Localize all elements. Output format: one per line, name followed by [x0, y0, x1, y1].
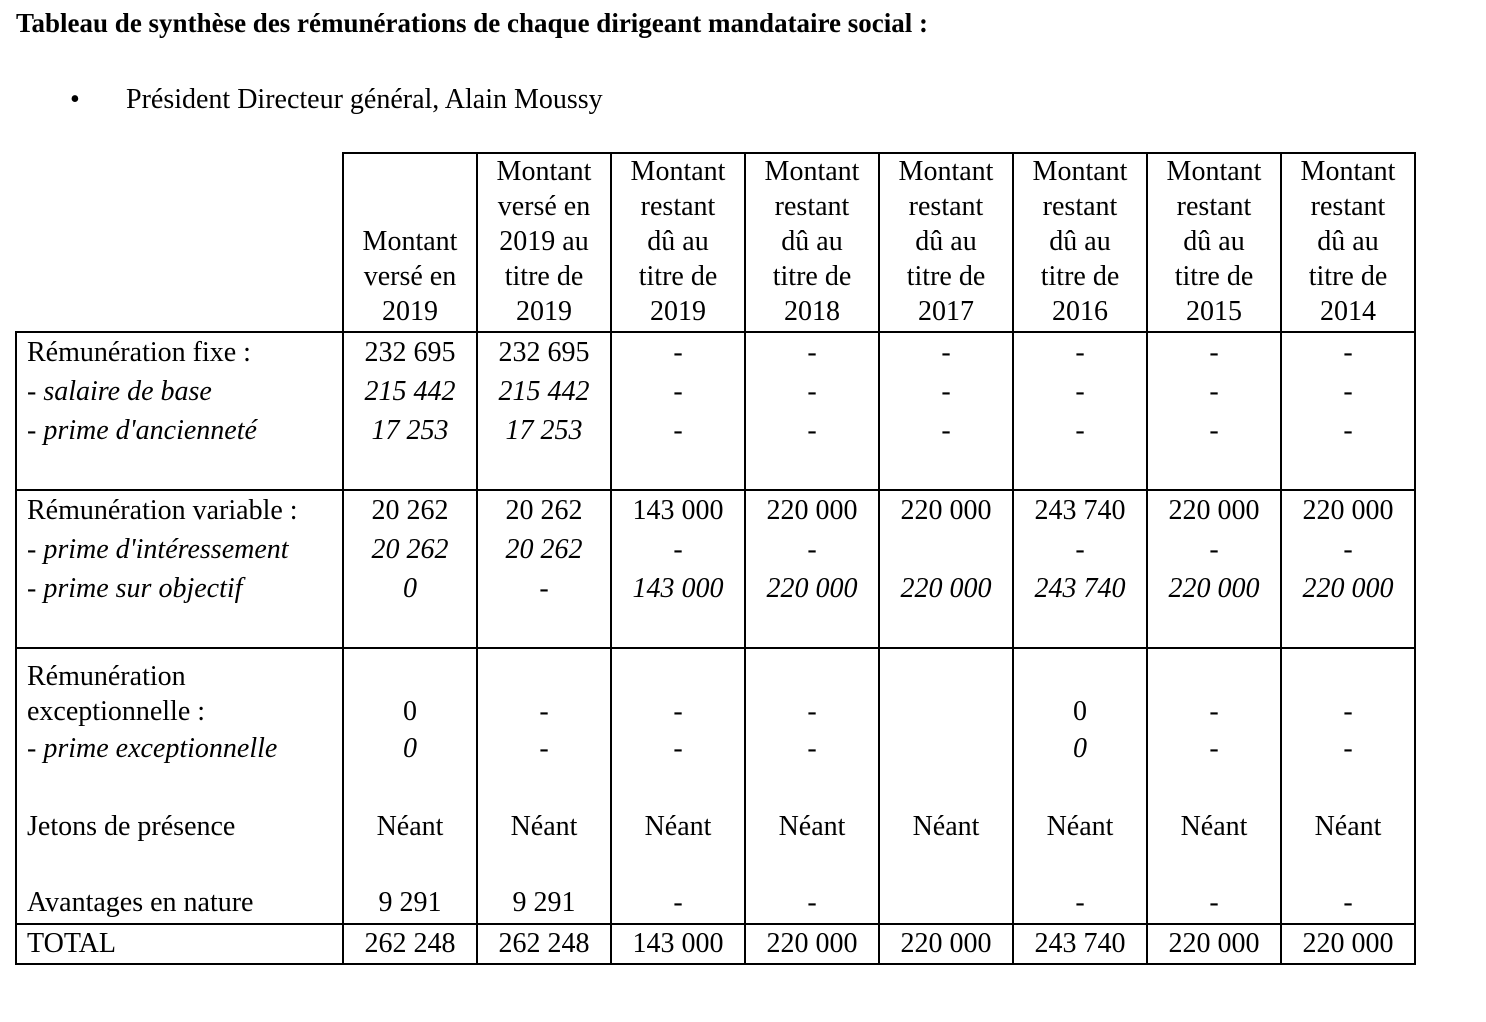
total-value: 220 000: [1147, 924, 1281, 964]
variable-value-cell: 220 000 - 220 000: [745, 490, 879, 648]
variable-value-cell: 220 000 - 220 000: [1281, 490, 1415, 648]
fixe-value-cell: - - -: [879, 332, 1013, 490]
total-value: 220 000: [745, 924, 879, 964]
variable-row: [16, 490, 1415, 648]
remuneration-table: [15, 152, 1416, 965]
header-row: [16, 153, 1415, 332]
header-cell: Montant restant dû au titre de 2016: [1013, 153, 1147, 332]
variable-value-cell: 220 000 - 220 000: [1147, 490, 1281, 648]
fixe-row: [16, 332, 1415, 490]
total-value: 262 248: [343, 924, 477, 964]
exceptionnelle-value-cell: - - Néant -: [1281, 648, 1415, 924]
fixe-label-cell: Rémunération fixe : - salaire de base - prime d'ancienneté: [16, 332, 343, 490]
exceptionnelle-value-cell: - - Néant -: [745, 648, 879, 924]
fixe-value-cell: - - -: [611, 332, 745, 490]
header-cell: Montant restant dû au titre de 2019: [611, 153, 745, 332]
header-blank-cell: [16, 153, 343, 332]
fixe-value-cell: 232 695 215 442 17 253: [343, 332, 477, 490]
total-row: [16, 924, 1415, 964]
exceptionnelle-value-cell: - - Néant -: [1147, 648, 1281, 924]
total-value: 220 000: [1281, 924, 1415, 964]
total-value: 262 248: [477, 924, 611, 964]
header-cell: Montant restant dû au titre de 2017: [879, 153, 1013, 332]
total-value: 220 000: [879, 924, 1013, 964]
header-cell: Montant restant dû au titre de 2018: [745, 153, 879, 332]
exceptionnelle-value-cell: 0 0 Néant -: [1013, 648, 1147, 924]
total-value: 243 740: [1013, 924, 1147, 964]
fixe-value-cell: - - -: [1281, 332, 1415, 490]
total-label: TOTAL: [16, 924, 343, 964]
fixe-value-cell: - - -: [1013, 332, 1147, 490]
fixe-value-cell: - - -: [745, 332, 879, 490]
bullet-icon: •: [70, 84, 80, 115]
exceptionnelle-value-cell: Néant: [879, 648, 1013, 924]
page-title: Tableau de synthèse des rémunérations de chaque dirigeant mandataire social :: [16, 8, 929, 38]
header-cell: Montant versé en 2019: [343, 153, 477, 332]
exceptionnelle-value-cell: - - Néant -: [611, 648, 745, 924]
header-cell: Montant restant dû au titre de 2014: [1281, 153, 1415, 332]
header-cell: Montant restant dû au titre de 2015: [1147, 153, 1281, 332]
exceptionnelle-value-cell: - - Néant 9 291: [477, 648, 611, 924]
variable-value-cell: 20 262 20 262 -: [477, 490, 611, 648]
fixe-value-cell: 232 695 215 442 17 253: [477, 332, 611, 490]
exceptionnelle-value-cell: 0 0 Néant 9 291: [343, 648, 477, 924]
bullet-text: Président Directeur général, Alain Moussy: [126, 84, 603, 115]
bullet-item: [70, 84, 603, 116]
exceptionnelle-row: [16, 648, 1415, 924]
variable-value-cell: 220 000 220 000: [879, 490, 1013, 648]
exceptionnelle-label-cell: Rémunération exceptionnelle : - prime exceptionnelle Jetons de présence Avantages en nature: [16, 648, 343, 924]
variable-value-cell: 20 262 20 262 0: [343, 490, 477, 648]
variable-value-cell: 243 740 - 243 740: [1013, 490, 1147, 648]
fixe-value-cell: - - -: [1147, 332, 1281, 490]
variable-label-cell: Rémunération variable : - prime d'intéressement - prime sur objectif: [16, 490, 343, 648]
total-value: 143 000: [611, 924, 745, 964]
header-cell: Montant versé en 2019 au titre de 2019: [477, 153, 611, 332]
variable-value-cell: 143 000 - 143 000: [611, 490, 745, 648]
